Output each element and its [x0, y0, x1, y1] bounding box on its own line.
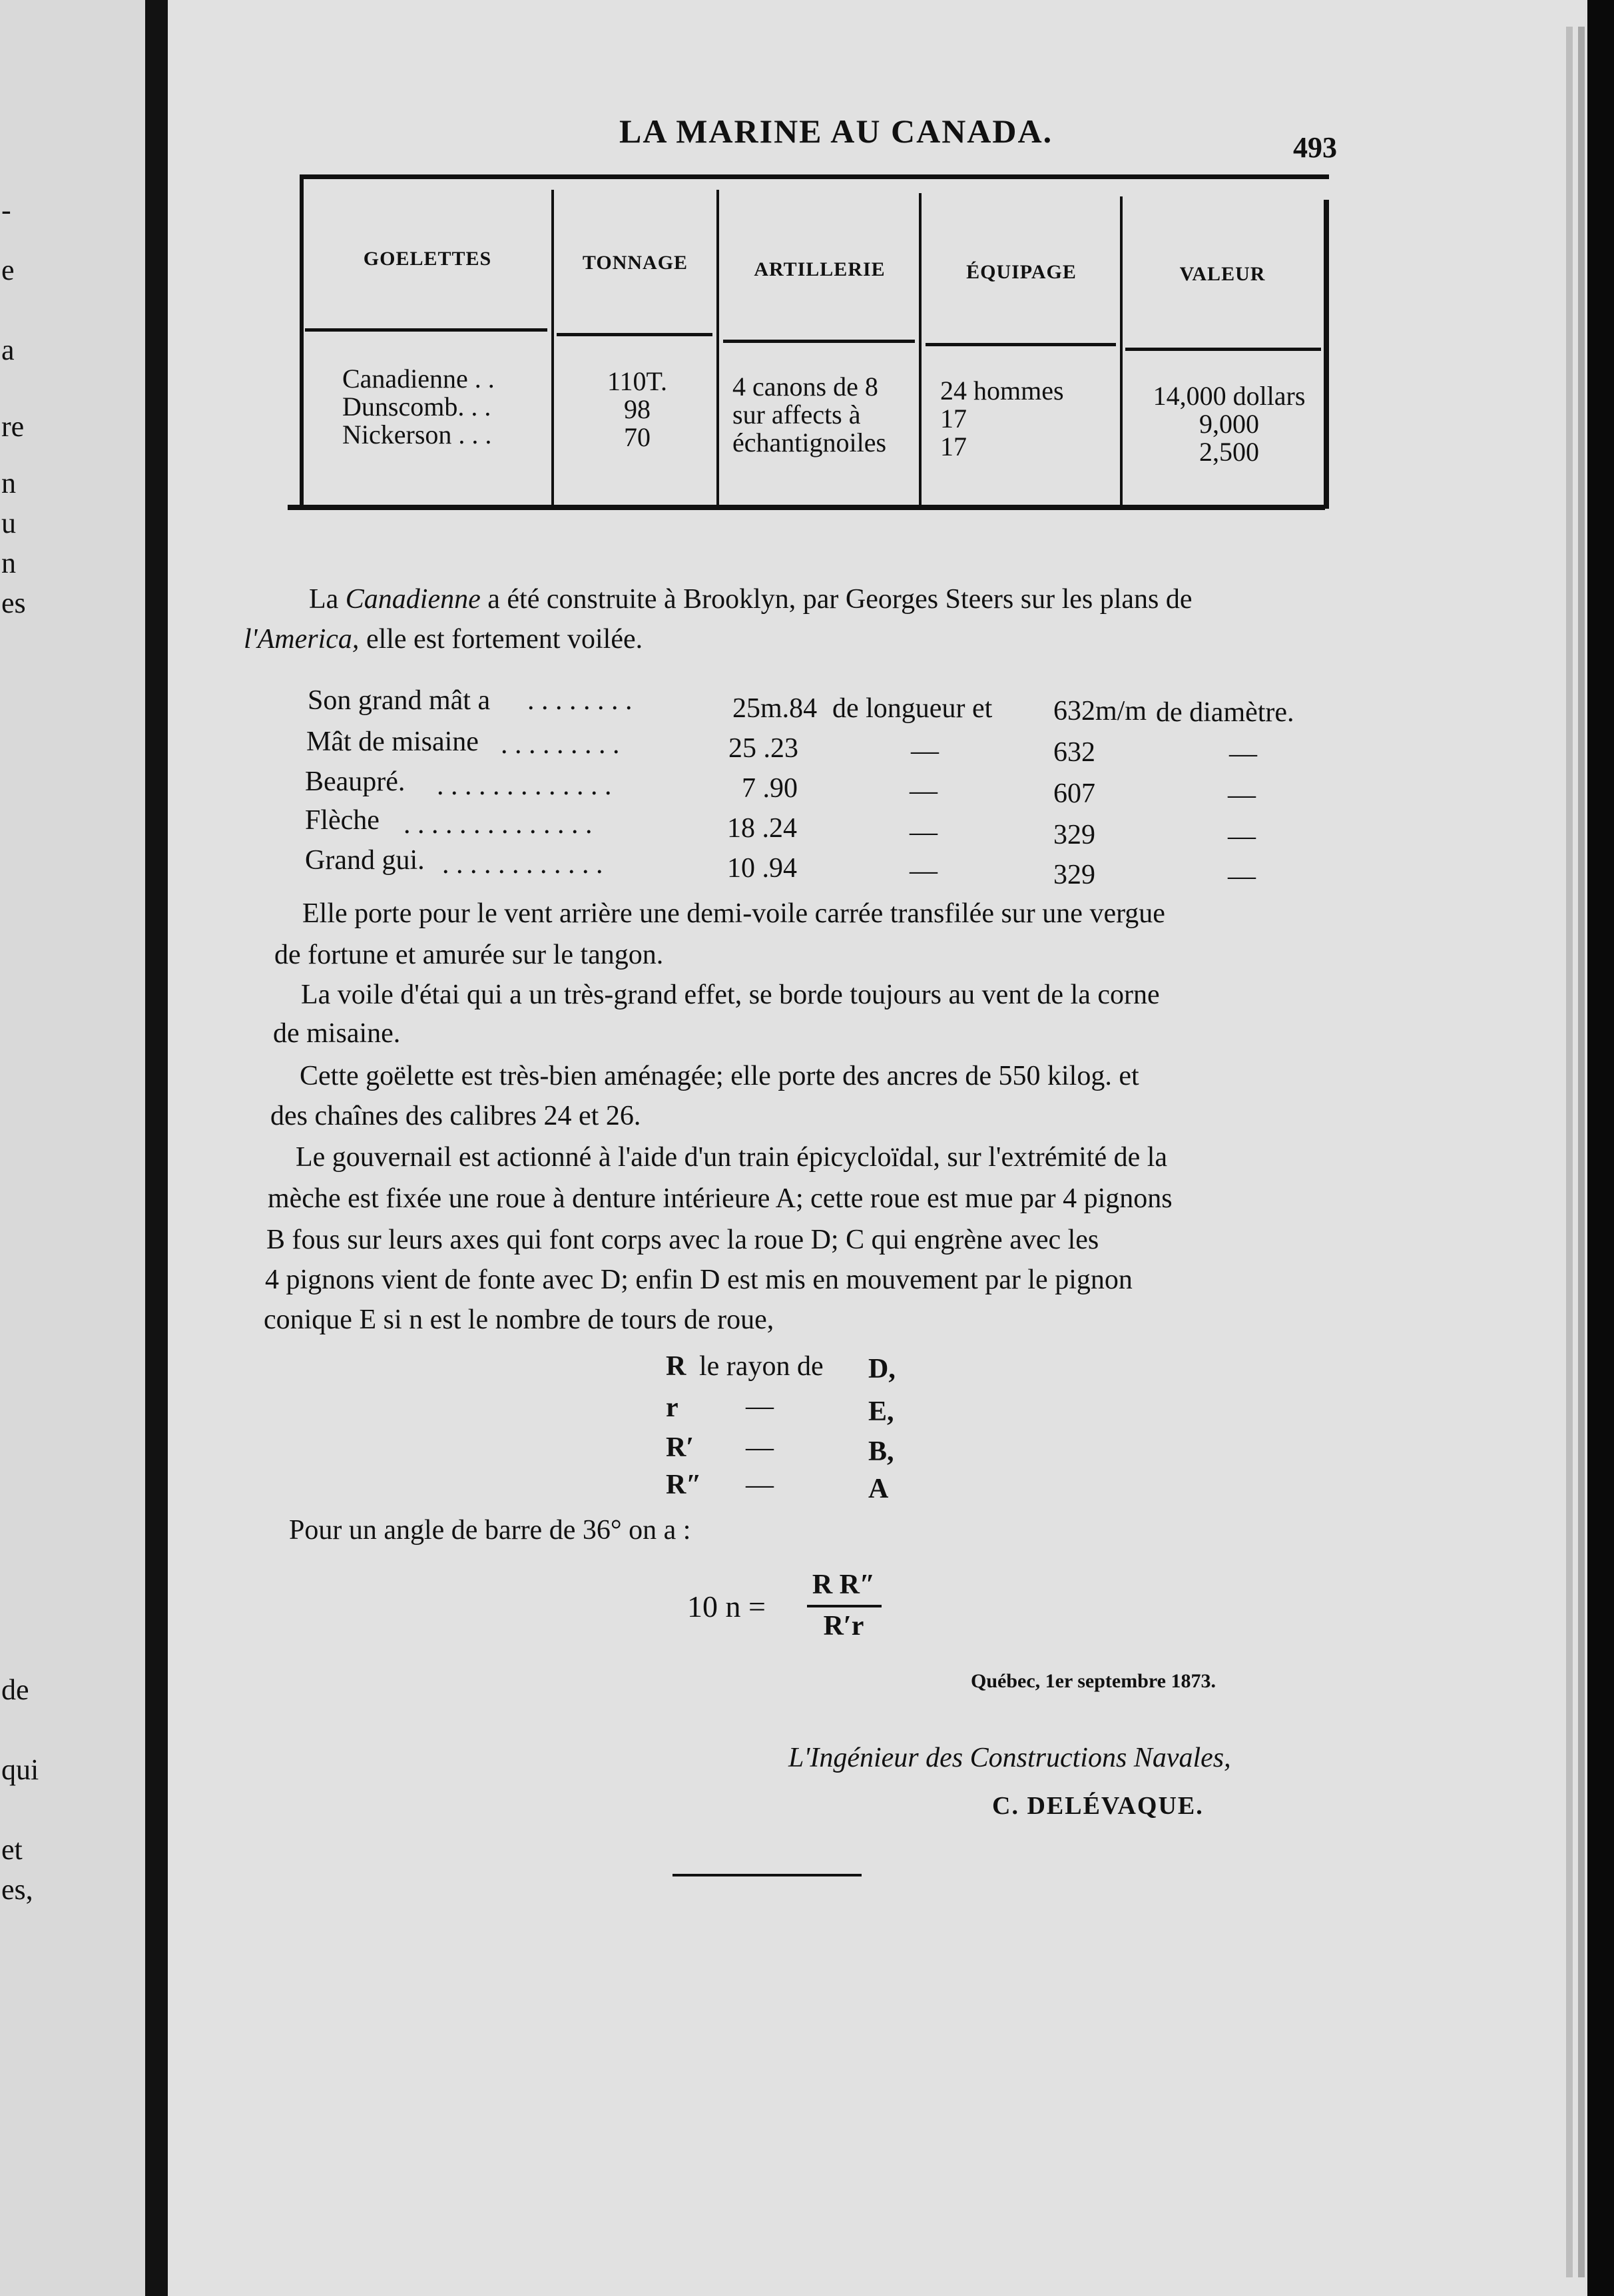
paragraph-line: Le gouvernail est actionné à l'aide d'un train épicycloïdal, sur l'extrémité de la: [296, 1142, 1168, 1173]
symbol: r: [666, 1392, 678, 1423]
leader-dots: . . . . . . . .: [527, 685, 633, 716]
paragraph-line: de fortune et amurée sur le tangon.: [274, 940, 664, 970]
signature-name: C. DELÉVAQUE.: [992, 1792, 1204, 1820]
formula-lhs: 10 n =: [687, 1589, 766, 1623]
table-cell: Dunscomb. . .: [342, 392, 491, 422]
mast-diameter: 607: [1053, 778, 1095, 809]
table-cell: 110T.: [607, 366, 667, 396]
fraction-bar: [807, 1605, 882, 1607]
table-cell-valeur: [1137, 382, 1321, 466]
paragraph-line: Elle porte pour le vent arrière une demi-voile carrée transfilée sur une vergue: [302, 898, 1165, 929]
table-cell: 24 hommes: [940, 376, 1064, 406]
table-cell: sur affects à: [732, 400, 861, 430]
length-unit: —: [910, 856, 938, 886]
mast-diameter: 329: [1053, 860, 1095, 890]
table-cell: 70: [624, 422, 651, 452]
paragraph-line: B fous sur leurs axes qui font corps avec la roue D; C qui engrène avec les: [266, 1225, 1099, 1255]
left-page-fragment: de: [1, 1673, 29, 1706]
table-cell-goelette: [342, 365, 495, 449]
left-page-fragment: n: [1, 467, 16, 499]
header-underline: [1125, 348, 1321, 351]
column-header-goelettes: GOELETTES: [363, 248, 492, 270]
left-facing-page: [0, 0, 154, 2296]
symbol-object: E,: [868, 1396, 894, 1427]
column-header-equipage: ÉQUIPAGE: [966, 261, 1077, 283]
signature-title: L'Ingénieur des Constructions Navales,: [788, 1743, 1231, 1773]
intro-line: [309, 579, 1193, 619]
diameter-unit: —: [1228, 780, 1256, 810]
mast-length: 10 .94: [727, 853, 797, 884]
paragraph-line: de misaine.: [273, 1018, 401, 1049]
page-number: 493: [1293, 131, 1337, 164]
left-page-fragment: re: [1, 410, 25, 443]
intro-line: [244, 619, 643, 659]
formula-denominator: R′r: [823, 1611, 864, 1641]
table-border-right: [1324, 200, 1329, 509]
column-divider: [551, 190, 554, 507]
book-gutter: [145, 0, 168, 2296]
book-page: [168, 0, 1587, 2296]
formula-numerator: R R″: [812, 1570, 876, 1600]
header-underline: [305, 328, 547, 332]
symbol-description: —: [746, 1470, 774, 1500]
mast-name: Grand gui.: [305, 845, 425, 876]
table-cell: échantignoiles: [732, 428, 887, 457]
mast-length: 7 .90: [742, 773, 798, 804]
diameter-unit: —: [1228, 821, 1256, 852]
left-page-fragment: qui: [1, 1753, 39, 1786]
table-cell: Nickerson . . .: [342, 420, 492, 449]
symbol: R: [666, 1351, 686, 1382]
diameter-unit: —: [1229, 738, 1257, 769]
symbol-description: —: [746, 1391, 774, 1422]
ship-name: Canadienne: [345, 584, 481, 615]
page-edge: [1578, 27, 1585, 2277]
ship-name: l'America,: [244, 624, 360, 655]
table-cell: Canadienne . .: [342, 364, 495, 394]
left-page-fragment: -: [1, 194, 11, 226]
header-underline: [723, 340, 915, 343]
intro-text: La: [309, 584, 346, 615]
symbol-description: le rayon de: [699, 1351, 824, 1382]
mast-length: 25 .23: [728, 733, 798, 764]
left-page-fragment: u: [1, 507, 16, 539]
running-header: LA MARINE AU CANADA.: [619, 113, 1053, 150]
symbol-object: B,: [868, 1436, 894, 1467]
table-cell: 9,000: [1199, 409, 1259, 439]
intro-text: a été construite à Brooklyn, par Georges Steers sur les plans de: [480, 584, 1193, 615]
paragraph-line: mèche est fixée une roue à denture intérieure A; cette roue est mue par 4 pignons: [268, 1183, 1173, 1214]
table-cell: 14,000 dollars: [1153, 381, 1306, 411]
left-page-fragment: es: [1, 587, 26, 619]
mast-diameter: 632: [1053, 737, 1095, 768]
paragraph-line: 4 pignons vient de fonte avec D; enfin D est mis en mouvement par le pignon: [265, 1265, 1133, 1295]
symbol-object: D,: [868, 1354, 896, 1384]
table-cell: 2,500: [1199, 437, 1259, 467]
symbol: R″: [666, 1470, 702, 1500]
length-unit: —: [911, 736, 939, 766]
table-cell: 98: [624, 394, 651, 424]
paragraph-line: conique E si n est le nombre de tours de roue,: [264, 1304, 774, 1335]
table-cell: 17: [940, 431, 967, 461]
left-page-fragment: a: [1, 334, 15, 366]
column-header-artillerie: ARTILLERIE: [754, 258, 886, 280]
leader-dots: . . . . . . . . .: [501, 729, 620, 760]
page-edge: [1566, 27, 1573, 2277]
symbol-description: —: [746, 1432, 774, 1463]
table-cell: 4 canons de 8: [732, 372, 878, 402]
left-page-fragment: n: [1, 547, 16, 579]
leader-dots: . . . . . . . . . . . . . .: [404, 809, 593, 840]
length-unit: de longueur et: [832, 693, 993, 724]
paragraph-line: La voile d'étai qui a un très-grand effet, se borde toujours au vent de la corne: [301, 980, 1160, 1010]
length-unit: —: [910, 776, 938, 806]
table-border-left: [300, 174, 304, 507]
diameter-unit: —: [1228, 861, 1256, 892]
left-page-fragment: es,: [1, 1873, 33, 1906]
header-underline: [557, 333, 712, 336]
column-divider: [1120, 196, 1123, 507]
column-divider: [919, 193, 922, 505]
column-divider: [716, 190, 719, 507]
table-cell-equipage: [940, 377, 1064, 461]
mast-diameter: 329: [1053, 820, 1095, 850]
symbol: R′: [666, 1432, 694, 1463]
header-underline: [926, 343, 1116, 346]
paragraph-line: Cette goëlette est très-bien aménagée; elle porte des ancres de 550 kilog. et: [300, 1061, 1139, 1091]
table-cell-artillerie: [732, 373, 886, 457]
mast-name: Beaupré.: [305, 766, 405, 797]
symbol-object: A: [868, 1474, 889, 1504]
left-page-fragment: e: [1, 254, 15, 286]
date-line: Québec, 1er septembre 1873.: [971, 1670, 1216, 1692]
length-unit: —: [910, 817, 938, 848]
table-bottom-rule: [288, 505, 1325, 510]
closing-rule: [672, 1874, 862, 1876]
mast-length: 25m.84: [732, 693, 818, 724]
intro-text: elle est fortement voilée.: [359, 624, 643, 655]
paragraph-line: des chaînes des calibres 24 et 26.: [270, 1101, 641, 1131]
mast-name: Mât de misaine: [306, 726, 479, 757]
mast-name: Son grand mât a: [308, 685, 491, 716]
mast-diameter: 632m/m: [1053, 696, 1147, 726]
angle-line: Pour un angle de barre de 36° on a :: [289, 1515, 691, 1546]
leader-dots: . . . . . . . . . . . . .: [437, 770, 612, 801]
leader-dots: . . . . . . . . . . . .: [442, 849, 603, 880]
left-page-fragment: et: [1, 1833, 23, 1866]
column-header-valeur: VALEUR: [1179, 263, 1266, 285]
mast-length: 18 .24: [727, 813, 797, 844]
diameter-unit: de diamètre.: [1156, 697, 1294, 728]
table-cell-tonnage: [594, 368, 680, 451]
table-cell: 17: [940, 404, 967, 433]
table-top-rule: [301, 174, 1329, 179]
mast-name: Flèche: [305, 805, 380, 836]
column-header-tonnage: TONNAGE: [582, 252, 688, 274]
